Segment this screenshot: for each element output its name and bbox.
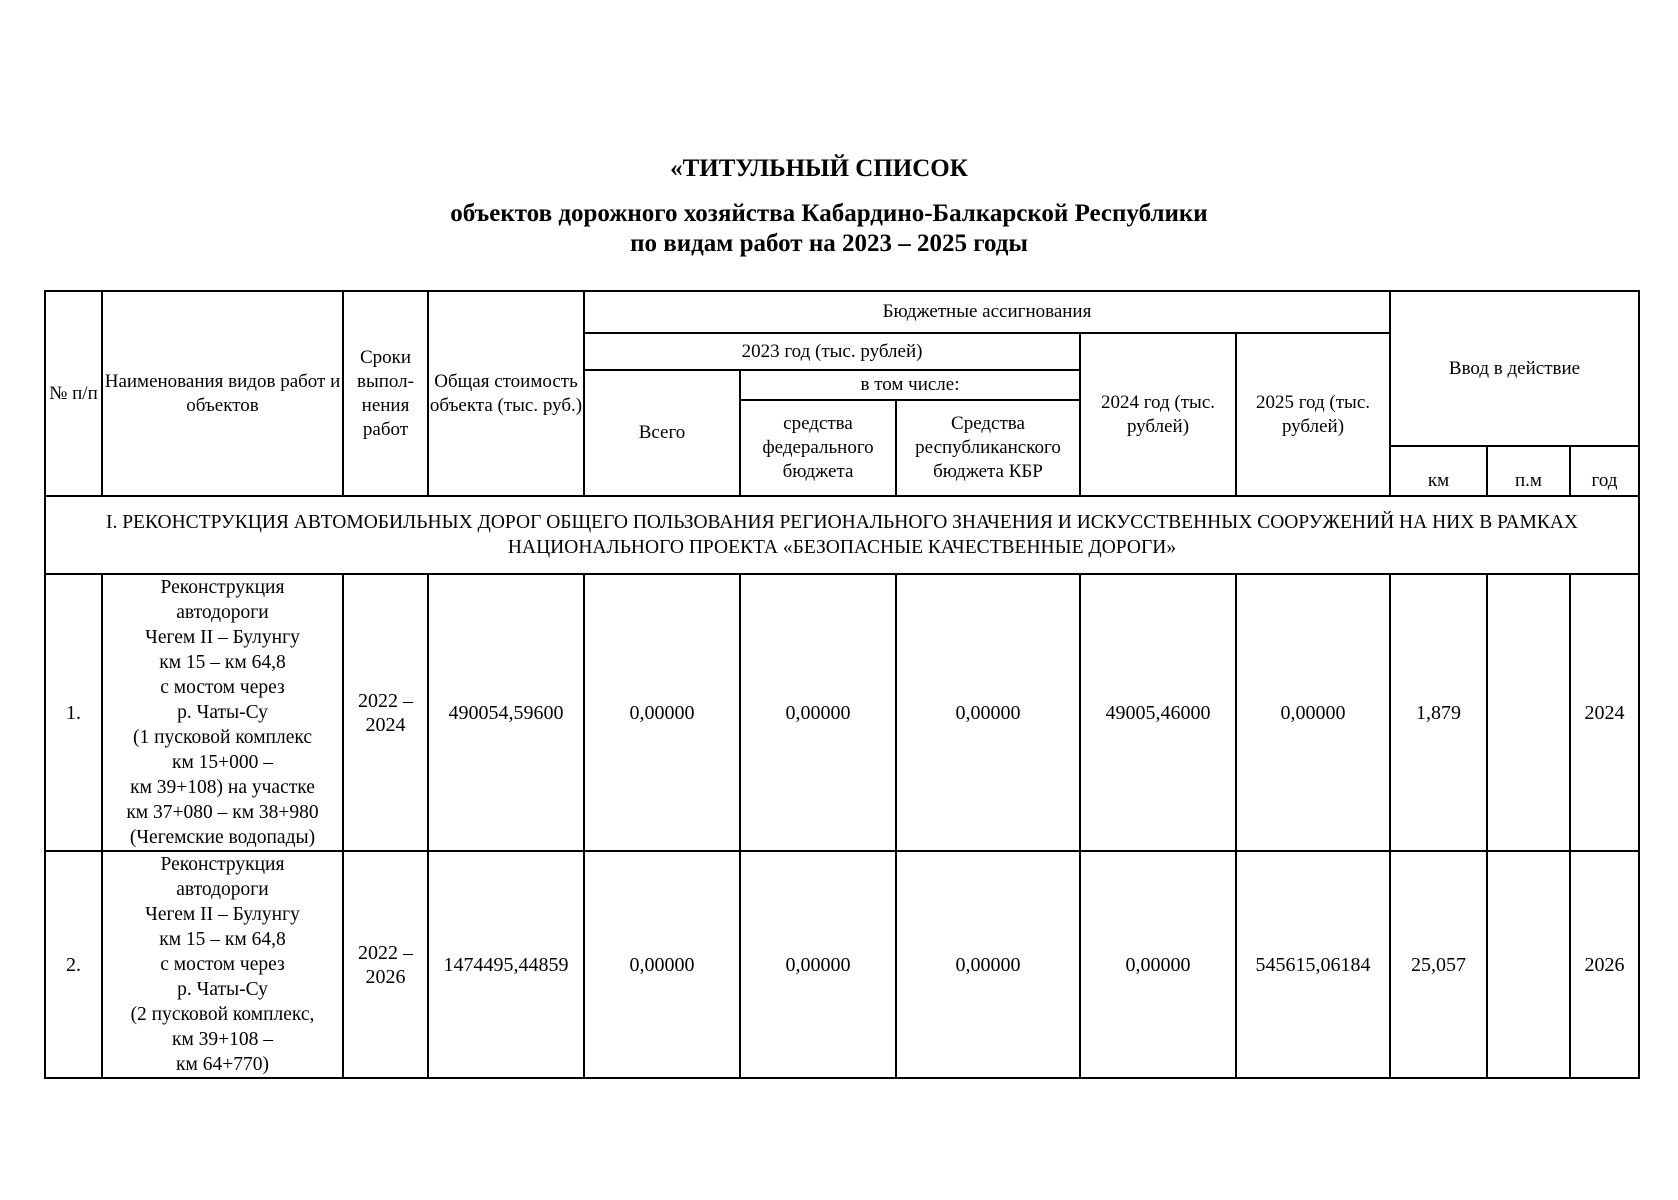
row-num: 1. xyxy=(45,574,102,851)
row-term-end: 2026 xyxy=(365,965,406,988)
col-header-term: Сроки выпол-нения работ xyxy=(343,291,428,496)
col-header-2025: 2025 год (тыс. рублей) xyxy=(1236,333,1390,496)
row-name xyxy=(102,851,343,1078)
row-name-line: р. Чаты-Су xyxy=(177,702,268,723)
col-header-commissioning: Ввод в действие xyxy=(1390,291,1639,446)
row-name-line: (1 пусковой комплекс xyxy=(133,727,312,748)
col-header-num: № п/п xyxy=(45,291,102,496)
row-name-line: км 39+108 – xyxy=(171,1029,274,1050)
row-name-line: р. Чаты-Су xyxy=(177,979,268,1000)
col-header-federal: средства федерального бюджета xyxy=(740,400,896,496)
col-header-total: Всего xyxy=(584,370,740,496)
row-term xyxy=(343,574,428,851)
row-km: 1,879 xyxy=(1390,574,1487,851)
document-title: «ТИТУЛЬНЫЙ СПИСОК xyxy=(670,155,968,182)
row-name-line: Чегем II – Булунгу xyxy=(145,904,300,925)
row-cost: 1474495,44859 xyxy=(428,851,584,1078)
row-republican-2023: 0,00000 xyxy=(896,851,1080,1078)
row-2025: 0,00000 xyxy=(1236,574,1390,851)
row-name-line: Чегем II – Булунгу xyxy=(145,627,300,648)
row-name-line: км 15 – км 64,8 xyxy=(159,929,286,950)
row-name-line: Реконструкция xyxy=(160,854,285,875)
row-pm xyxy=(1487,574,1570,851)
table-row xyxy=(45,574,1639,851)
title-list-table xyxy=(44,290,1640,1079)
col-header-including: в том числе: xyxy=(740,370,1080,400)
row-year: 2026 xyxy=(1570,851,1639,1078)
row-name-line: (Чегемские водопады) xyxy=(129,827,316,848)
row-name xyxy=(102,574,343,851)
col-header-budget: Бюджетные ассигнования xyxy=(584,291,1390,333)
row-name-line: с мостом через xyxy=(160,677,285,698)
col-header-pm: п.м xyxy=(1487,446,1570,496)
col-header-republican: Средства республиканского бюджета КБР xyxy=(896,400,1080,496)
document-subtitle-line1: объектов дорожного хозяйства Кабардино-Балкарской Республики xyxy=(450,200,1208,227)
row-name-line: (2 пусковой комплекс, xyxy=(130,1004,315,1025)
row-total-2023: 0,00000 xyxy=(584,851,740,1078)
col-header-name: Наименования видов работ и объектов xyxy=(102,291,343,496)
row-name-line: автодороги xyxy=(176,602,269,623)
section-row xyxy=(45,496,1639,574)
row-name-line: Реконструкция xyxy=(160,577,285,598)
row-km: 25,057 xyxy=(1390,851,1487,1078)
row-2024: 0,00000 xyxy=(1080,851,1236,1078)
table-row xyxy=(45,851,1639,1078)
col-header-year: год xyxy=(1570,446,1639,496)
row-2024: 49005,46000 xyxy=(1080,574,1236,851)
row-cost: 490054,59600 xyxy=(428,574,584,851)
row-pm xyxy=(1487,851,1570,1078)
col-header-cost: Общая стоимость объекта (тыс. руб.) xyxy=(428,291,584,496)
row-2025: 545615,06184 xyxy=(1236,851,1390,1078)
row-name-line: км 15+000 – xyxy=(171,752,274,773)
document-subtitle-line2: по видам работ на 2023 – 2025 годы xyxy=(630,230,1028,257)
row-federal-2023: 0,00000 xyxy=(740,574,896,851)
col-header-2024: 2024 год (тыс. рублей) xyxy=(1080,333,1236,496)
row-name-line: с мостом через xyxy=(160,954,285,975)
row-term-start: 2022 – xyxy=(358,941,413,964)
row-term-start: 2022 – xyxy=(358,689,413,712)
row-name-line: км 64+770) xyxy=(176,1054,269,1075)
row-term xyxy=(343,851,428,1078)
col-header-2023: 2023 год (тыс. рублей) xyxy=(584,333,1080,370)
row-republican-2023: 0,00000 xyxy=(896,574,1080,851)
row-name-line: км 39+108) на участке xyxy=(130,777,315,798)
col-header-km: км xyxy=(1390,446,1487,496)
row-num: 2. xyxy=(45,851,102,1078)
row-name-line: автодороги xyxy=(176,879,269,900)
row-year: 2024 xyxy=(1570,574,1639,851)
row-term-end: 2024 xyxy=(365,713,406,736)
section-title: I. РЕКОНСТРУКЦИЯ АВТОМОБИЛЬНЫХ ДОРОГ ОБЩЕГО ПОЛЬЗОВАНИЯ РЕГИОНАЛЬНОГО ЗНАЧЕНИЯ И ИСКУССТВЕННЫХ СООРУЖЕНИЙ НА НИХ В РАМКАХ НАЦИОНАЛЬНОГО ПРОЕКТА «БЕЗОПАСНЫЕ КАЧЕСТВЕННЫЕ ДОРОГИ» xyxy=(45,496,1639,574)
row-federal-2023: 0,00000 xyxy=(740,851,896,1078)
header-row-1 xyxy=(45,291,1639,333)
row-name-line: км 15 – км 64,8 xyxy=(159,652,286,673)
row-name-line: км 37+080 – км 38+980 xyxy=(126,802,319,823)
row-total-2023: 0,00000 xyxy=(584,574,740,851)
